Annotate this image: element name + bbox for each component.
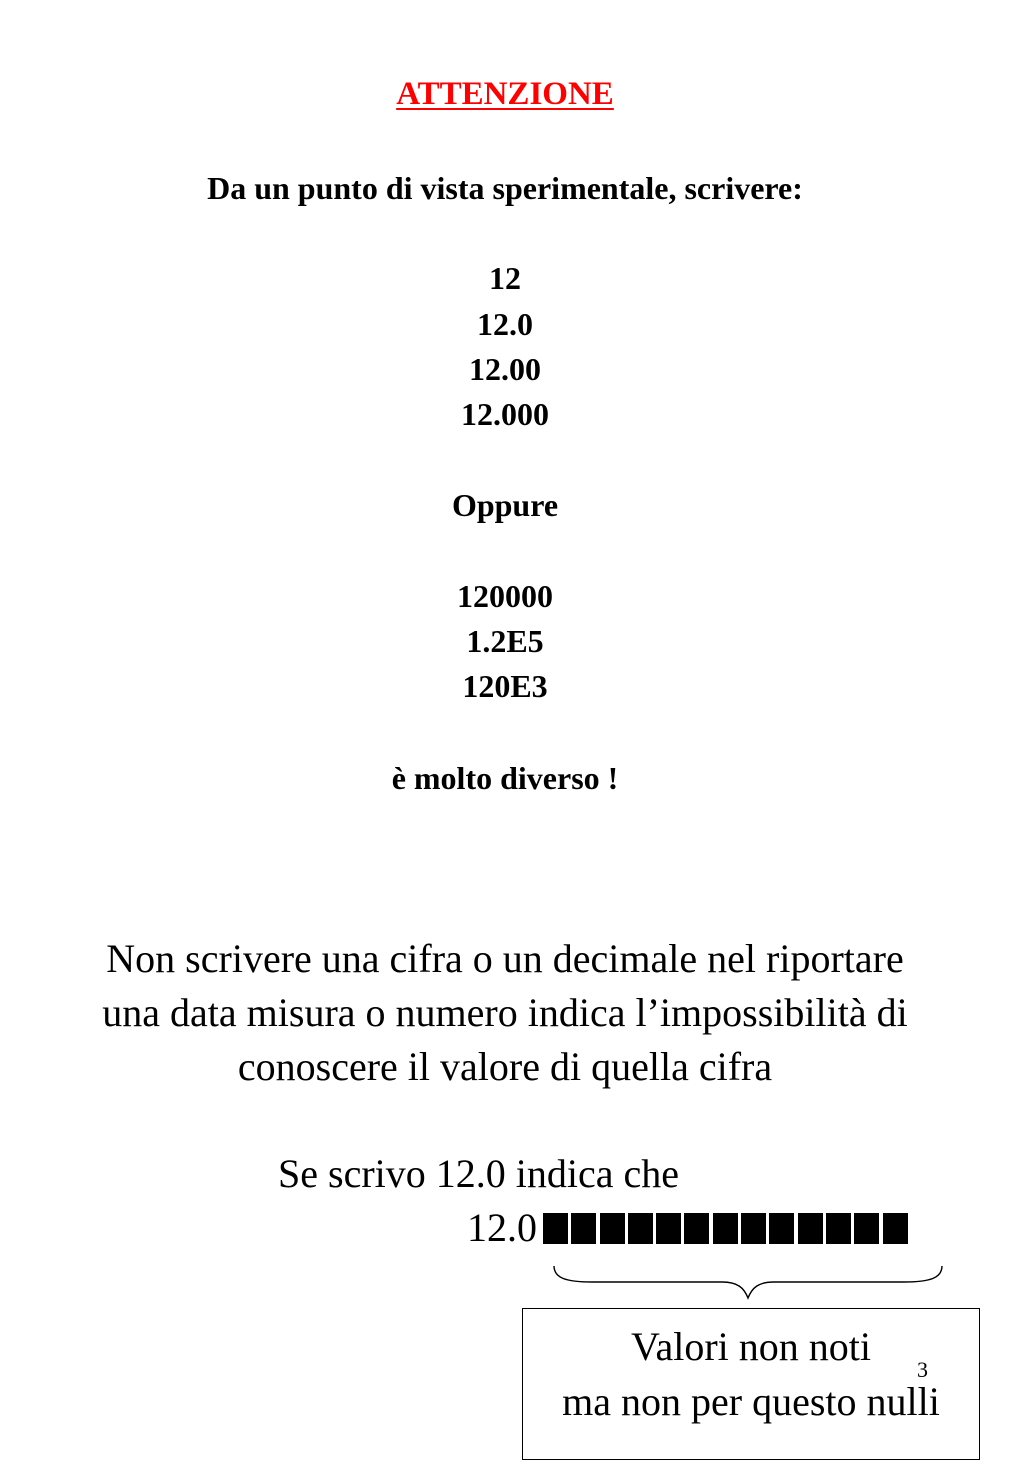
list-a-item: 12.00 — [469, 351, 541, 387]
example-line: Se scrivo 12.0 indica che — [278, 1151, 679, 1196]
example-value-row — [467, 1204, 908, 1252]
note-box-line: Valori non noti — [631, 1324, 871, 1369]
list-a-item: 12 — [489, 260, 521, 296]
unknown-digit-square — [684, 1213, 709, 1244]
oppure-label: Oppure — [451, 487, 559, 523]
unknown-digit-square — [713, 1213, 738, 1244]
paragraph-line: Non scrivere una cifra o un decimale nel riportare — [106, 936, 904, 981]
page-number: 3 — [917, 1357, 928, 1382]
unknown-digit-square — [628, 1213, 653, 1244]
paragraph-line: conoscere il valore di quella cifra — [237, 1044, 773, 1089]
intro-text: Da un punto di vista sperimentale, scrivere: — [207, 170, 803, 206]
unknown-digit-square — [798, 1213, 823, 1244]
unknown-digits — [543, 1213, 908, 1244]
unknown-digit-square — [769, 1213, 794, 1244]
note-box-line: ma non per questo nulli — [562, 1379, 940, 1424]
list-b-item: 120000 — [457, 578, 553, 614]
conclusion-text: è molto diverso ! — [391, 760, 619, 796]
unknown-digit-square — [600, 1213, 625, 1244]
unknown-digit-square — [571, 1213, 596, 1244]
unknown-digit-square — [741, 1213, 766, 1244]
unknown-digit-square — [854, 1213, 879, 1244]
slide-title: ATTENZIONE — [396, 76, 614, 112]
curly-brace-icon — [552, 1262, 944, 1302]
unknown-digit-square — [543, 1213, 568, 1244]
list-b-item: 120E3 — [462, 668, 548, 704]
list-a-item: 12.000 — [461, 396, 549, 432]
paragraph-line: una data misura o numero indica l’impossibilità di — [102, 990, 908, 1035]
unknown-digit-square — [826, 1213, 851, 1244]
example-value: 12.0 — [467, 1205, 537, 1250]
unknown-digit-square — [656, 1213, 681, 1244]
list-b-item: 1.2E5 — [466, 623, 544, 659]
explanation-paragraph — [30, 932, 980, 1094]
list-a-item: 12.0 — [477, 306, 533, 342]
unknown-digit-square — [883, 1213, 908, 1244]
